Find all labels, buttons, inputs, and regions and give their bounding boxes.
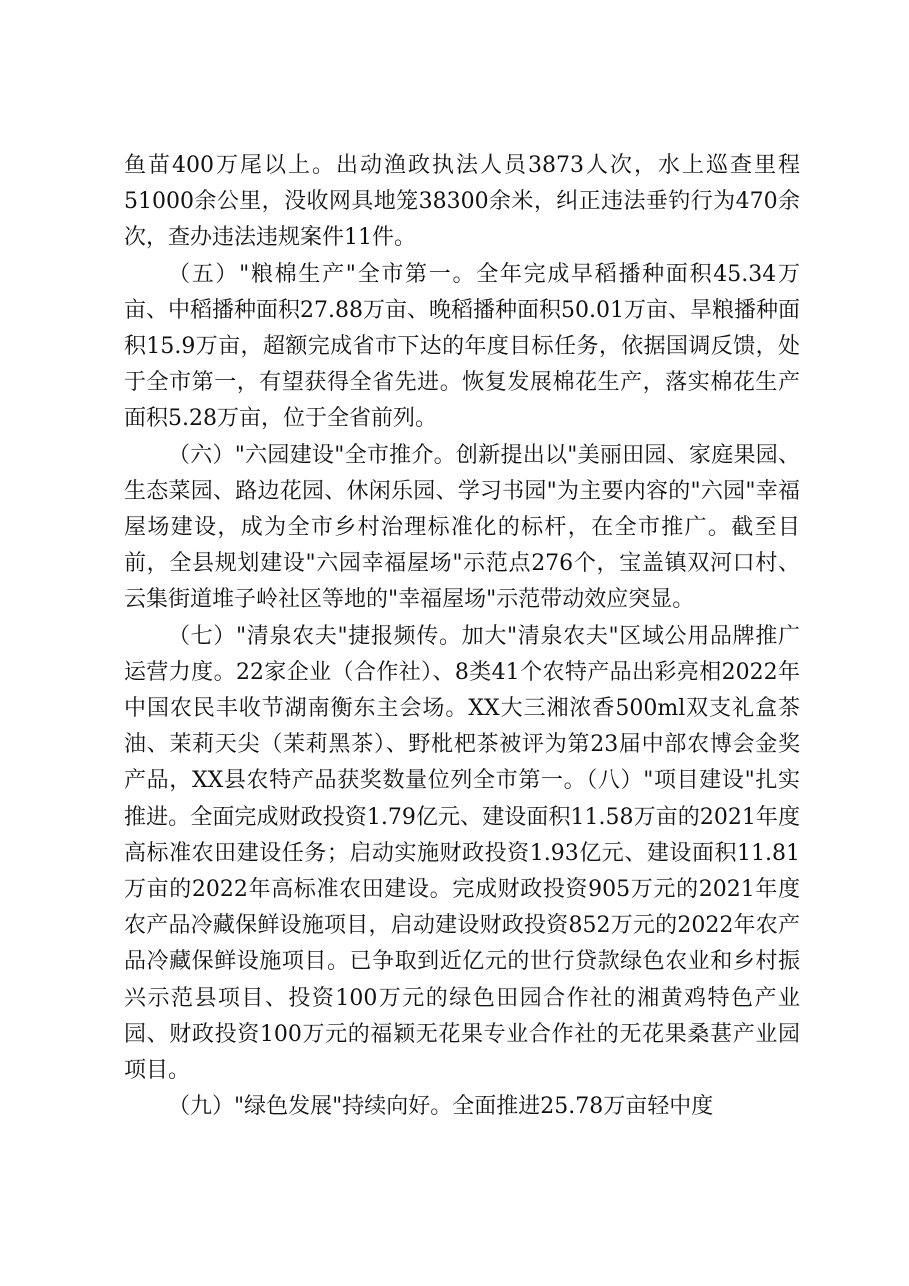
paragraph-section-9-green-development: （九）"绿色发展"持续向好。全面推进25.78万亩轻中度 [168,1094,714,1120]
paragraph-fisheries-continuation: 鱼苗400万尾以上。出动渔政执法人员3873人次，水上巡查里程51000余公里，没收网具地笼38300余米，纠正违法垂钓行为470余次，查办违法违规案件11件。 [124,153,800,251]
paragraph-section-6-six-gardens: （六）"六园建设"全市推介。创新提出以"美丽田园、家庭果园、生态菜园、路边花园、休闲乐园、学习书园"为主要内容的"六园"幸福屋场建设，成为全市乡村治理标准化的标杆，在全市推广。截至目前，全县规划建设"六园幸福屋场"示范点276个，宝盖镇双河口村、云集街道堆子岭社区等地的"幸福屋场"示范带动效应突显。 [124,442,800,613]
paragraph-section-5-grain-cotton: （五）"粮棉生产"全市第一。全年完成早稻播种面积45.34万亩、中稻播种面积27.88万亩、晚稻播种面积50.01万亩、旱粮播种面积15.9万亩，超额完成省市下达的年度目标任务，依据国调反馈，处于全市第一，有望获得全省先进。恢复发展棉花生产，落实棉花生产面积5.28万亩，位于全省前列。 [124,261,800,432]
paragraph-section-7-8-brand-projects: （七）"清泉农夫"捷报频传。加大"清泉农夫"区域公用品牌推广运营力度。22家企业（合作社）、8类41个农特产品出彩亮相2022年中国农民丰收节湖南衡东主会场。XX大三湘浓香500ml双支礼盒茶油、茉莉天尖（茉莉黑茶）、野枇杷茶被评为第23届中部农博会金奖产品，XX县农特产品获奖数量位列全市第一。（八）"项目建设"扎实推进。全面完成财政投资1.79亿元、建设面积11.58万亩的2021年度高标准农田建设任务；启动实施财政投资1.93亿元、建设面积11.81万亩的2022年高标准农田建设。完成财政投资905万元的2021年度农产品冷藏保鲜设施项目，启动建设财政投资852万元的2022年农产品冷藏保鲜设施项目。已争取到近亿元的世行贷款绿色农业和乡村振兴示范县项目、投资100万元的绿色田园合作社的湘黄鸡特色产业园、财政投资100万元的福颖无花果专业合作社的无花果桑葚产业园项目。 [124,623,800,1084]
document-body [124,148,800,1125]
